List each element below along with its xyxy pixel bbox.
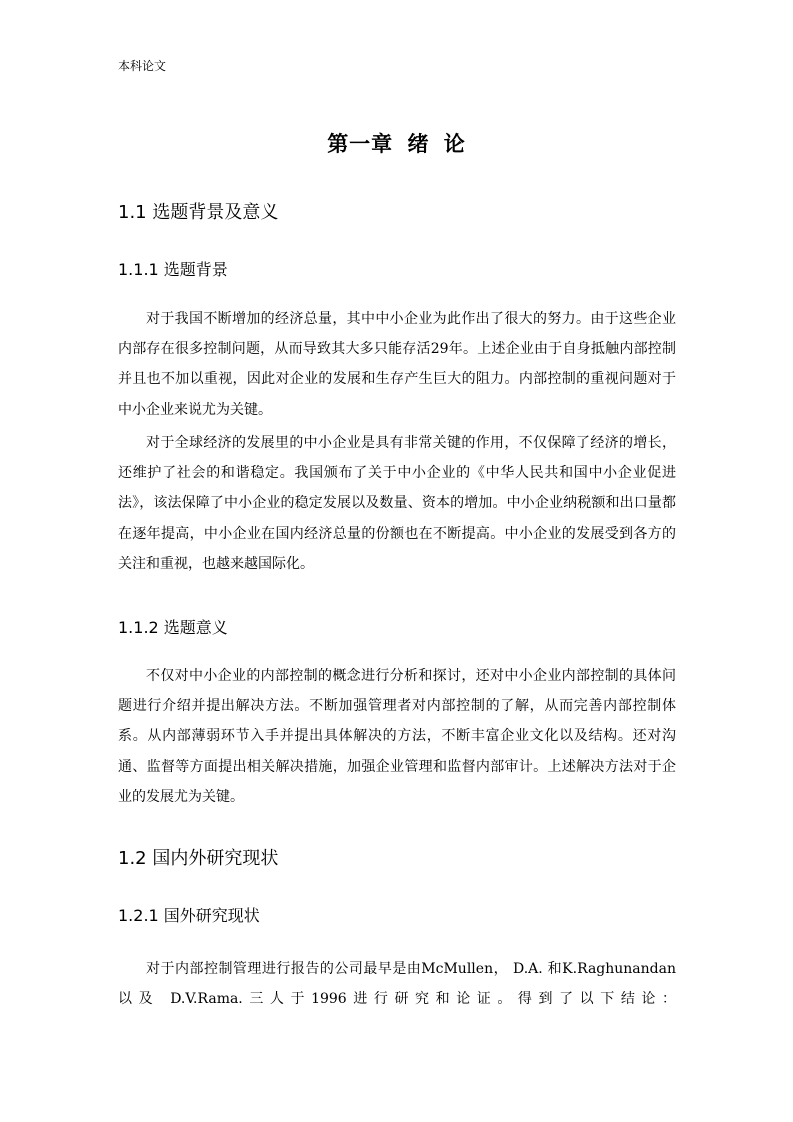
subsection-heading-1-1-2: 1.1.2 选题意义 — [118, 618, 228, 637]
section-heading-1-2: 1.2 国内外研究现状 — [118, 848, 279, 869]
paragraph-background-2: 对于全球经济的发展里的中小企业是具有非常关键的作用，不仅保障了经济的增长，还维护了社会的和谐稳定。我国颁布了关于中小企业的《中华人民共和国中小企业促进法》，该法保障了中小企业的稳定发展以及数量、资本的增加。中小企业纳税额和出口量都在逐年提高，中小企业在国内经济总量的份额也在不断提高。中小企业的发展受到各方的关注和重视，也越来越国际化。 — [118, 435, 676, 572]
running-header: 本科论文 — [118, 59, 167, 73]
chapter-title: 第一章 绪 论 — [327, 132, 466, 156]
paragraph-significance: 不仅对中小企业的内部控制的概念进行分析和探讨，还对中小企业内部控制的具体问题进行介绍并提出解决方法。不断加强管理者对内部控制的了解，从而完善内部控制体系。从内部薄弱环节入手并提出具体解决的方法，不断丰富企业文化以及结构。还对沟通、监督等方面提出相关解决措施，加强企业管理和监督内部审计。上述解决方法对于企业的发展尤为关键。 — [118, 668, 676, 805]
section-heading-1-1: 1.1 选题背景及意义 — [118, 202, 279, 223]
paragraph-background-1: 对于我国不断增加的经济总量，其中中小企业为此作出了很大的努力。由于这些企业内部存在很多控制问题，从而导致其大多只能存活29年。上述企业由于自身抵触内部控制并且也不加以重视，因此对企业的发展和生存产生巨大的阻力。内部控制的重视问题对于中小企业来说尤为关键。 — [118, 311, 676, 418]
subsection-heading-1-2-1: 1.2.1 国外研究现状 — [118, 906, 260, 925]
paragraph-foreign-research: 对于内部控制管理进行报告的公司最早是由McMullen， D.A. 和K.Raghunandan以及 D.V.Rama.三人于1996进行研究和论证。得到了以下结论： — [118, 961, 676, 1008]
subsection-heading-1-1-1: 1.1.1 选题背景 — [118, 260, 228, 279]
